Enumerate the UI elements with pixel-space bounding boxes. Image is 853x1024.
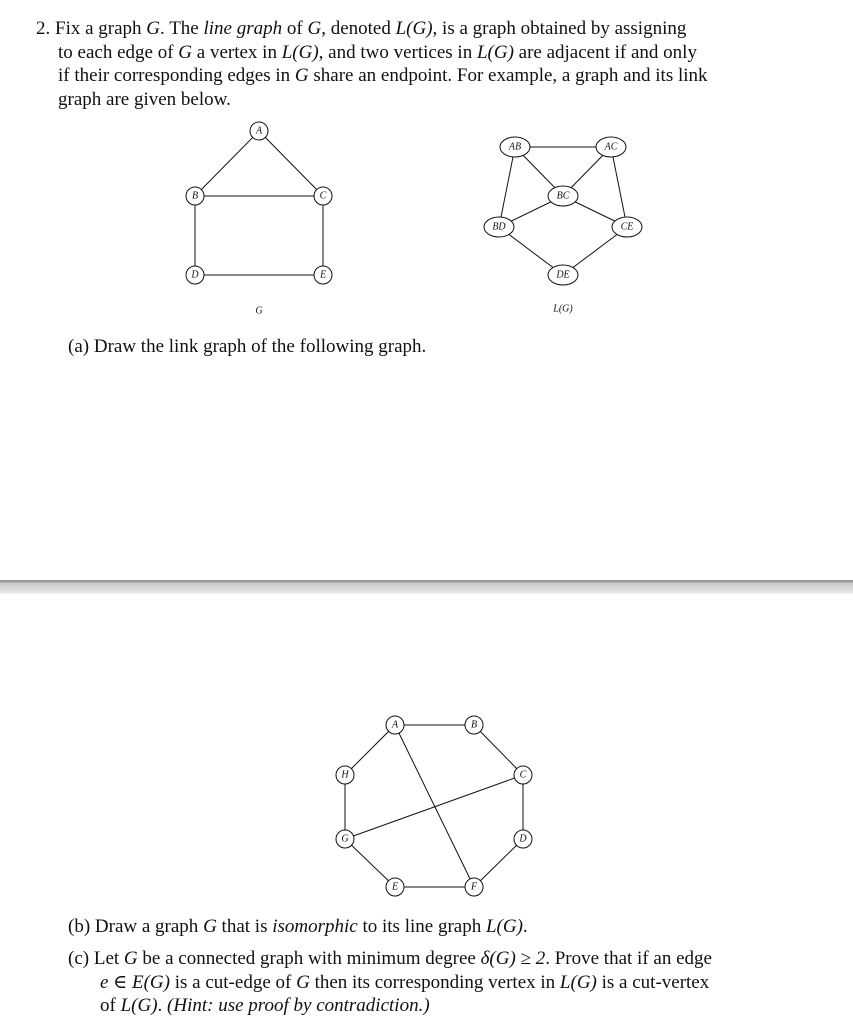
separator-band <box>0 580 853 594</box>
lg-label-ac: AC <box>604 141 618 153</box>
g-label-d: D <box>191 269 199 281</box>
g-edge-a-b <box>195 131 259 196</box>
lg-edge-ac-ce <box>611 147 627 227</box>
label-a: A <box>391 719 399 731</box>
g-label-b: B <box>191 190 199 202</box>
lg-label-ab: AB <box>508 141 522 153</box>
label-b: B <box>470 719 478 731</box>
g-label-e: E <box>319 269 327 281</box>
part-a-label: (a) <box>68 336 90 357</box>
label-e: E <box>391 881 399 893</box>
line-graph-term: line graph <box>203 18 283 39</box>
hint: (Hint: use proof by contradiction.) <box>167 995 430 1016</box>
lg-label-bc: BC <box>556 190 570 202</box>
label-f: F <box>470 881 478 893</box>
part-a: (a) Draw the link graph of the following graph. <box>68 336 427 357</box>
part-b-label: (b) <box>68 916 91 937</box>
label-h: H <box>341 769 349 781</box>
g-caption: G <box>255 305 263 317</box>
g-edge-a-c <box>259 131 323 196</box>
lg-edge-ab-bd <box>499 147 515 227</box>
edge-b-c <box>474 725 523 775</box>
edge-a-f <box>395 725 474 887</box>
part-c: (c) Let G be a connected graph with minimum degree δ(G) ≥ 2. Prove that if an edge e ∈ E(G) is a cut-edge of G then its corresponding vertex in L(G) is a cut-vertex of L(G). (Hint: use proof by contradiction.) <box>68 948 712 1016</box>
isomorphic-term: isomorphic <box>272 916 358 937</box>
problem-statement: 2. Fix a graph G. The line graph of G, denoted L(G), is a graph obtained by assigning to each edge of G a vertex in L(G), and two vertices in L(G) are adjacent if and only if their corresponding edges in G share an endpoint. For example, a graph and its link graph are given below. <box>36 18 708 110</box>
part-c-label: (c) <box>68 948 90 969</box>
lg-label-de: DE <box>556 269 570 281</box>
edge-e-g <box>345 839 395 887</box>
g-label-a: A <box>255 125 263 137</box>
lg-caption: L(G) <box>553 303 573 315</box>
part-a-figure <box>300 700 560 900</box>
problem-number: 2. <box>36 18 51 39</box>
label-d: D <box>519 833 527 845</box>
edge-h-a <box>345 725 395 775</box>
g-label-c: C <box>319 190 327 202</box>
part-b: (b) Draw a graph G that is isomorphic to its line graph L(G). <box>68 916 528 937</box>
edge-d-f <box>474 839 523 887</box>
lg-label-ce: CE <box>620 221 634 233</box>
label-g: G <box>341 833 349 845</box>
label-c: C <box>519 769 527 781</box>
lg-label-bd: BD <box>492 221 506 233</box>
edge-c-g <box>345 775 523 839</box>
example-figure <box>0 110 853 325</box>
